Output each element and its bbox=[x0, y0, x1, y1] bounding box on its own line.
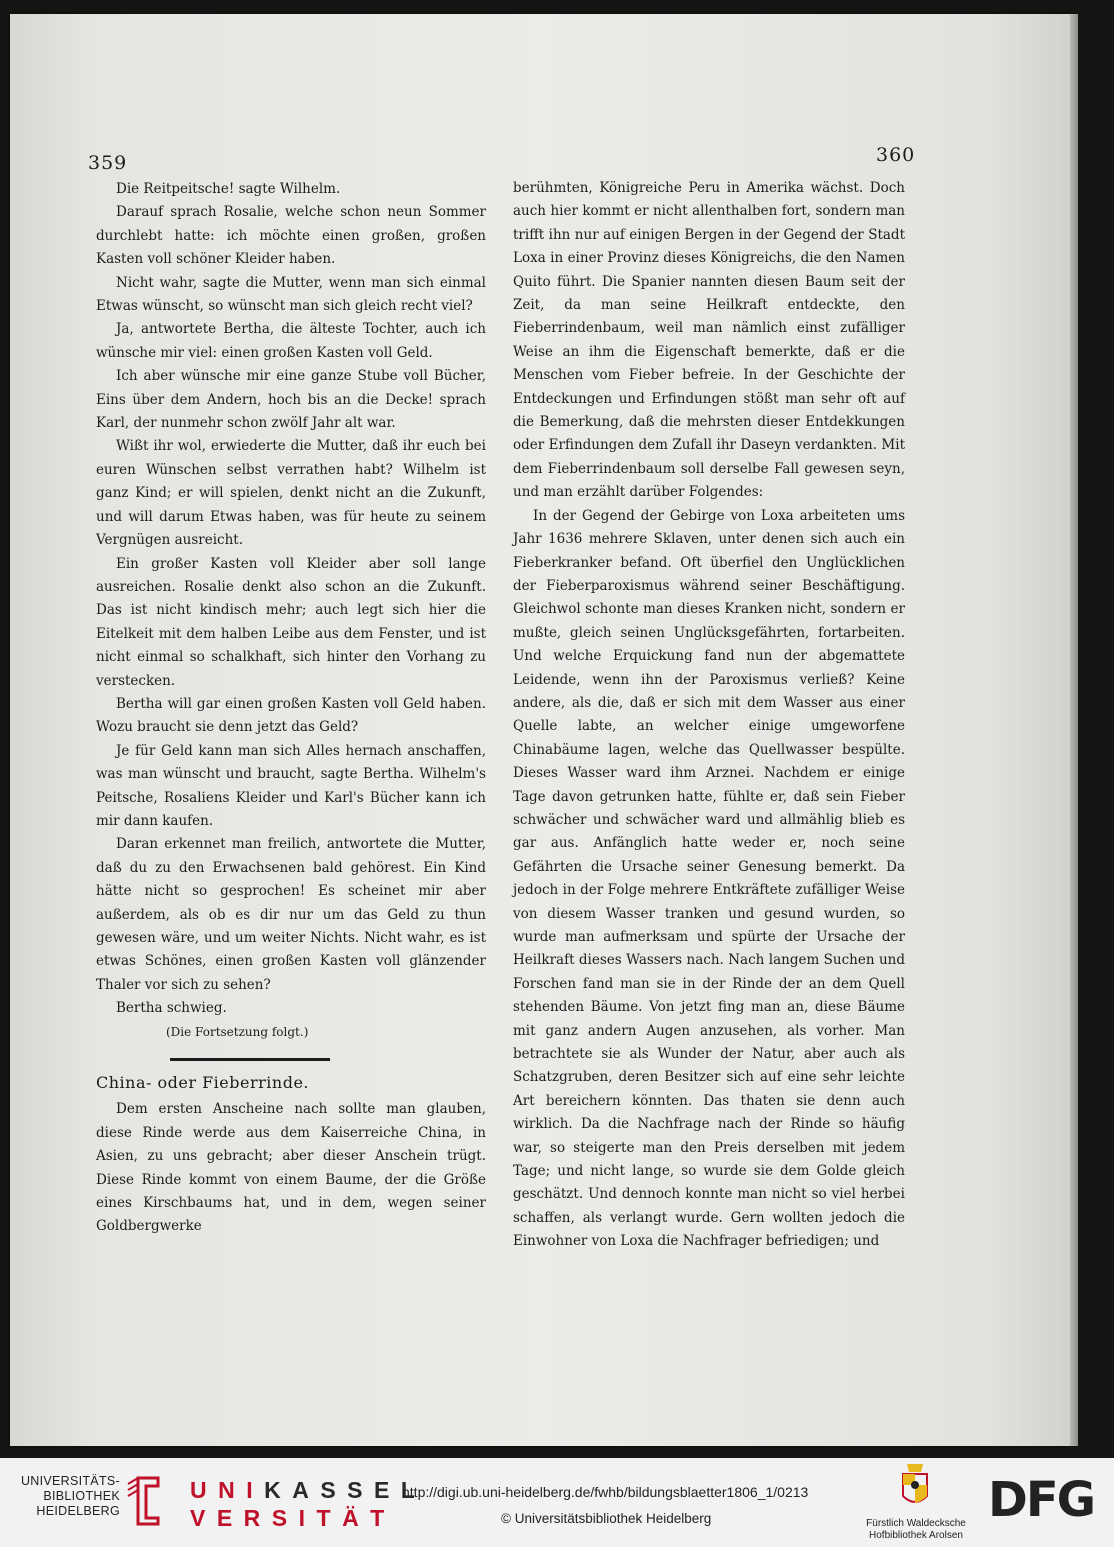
paragraph: Je für Geld kann man sich Alles hernach anschaffen, was man wünscht und braucht, sagte Bertha. Wilhelm's Peitsche, Rosaliens Kleider und Karl's Bücher kann ich mir dann kaufen. bbox=[96, 742, 486, 829]
uni-kassel-kassel: KASSEL bbox=[264, 1477, 427, 1503]
left-column bbox=[96, 178, 486, 1239]
paragraph: In der Gegend der Gebirge von Loxa arbeiteten ums Jahr 1636 mehrere Sklaven, unter denen sich auch ein Fieberkranker befand. Oft überfiel den Unglücklichen der Fieberparoxismus während seiner Beschäftigung. Gleichwol schonte man dieses Kranken nicht, sondern er mußte, gleich seinen Unglücksgefährten, fortarbeiten. Und welche Erquickung fand nun der abgemattete Leidende, wenn ihn der Paroxismus verließ? Keine andere, als die, daß er sich mit dem Wasser aus einer Quelle labte, an welcher einige umgeworfene Chinabäume lagen, welche das Quellwasser bespülte. Dieses Wasser ward ihm Arznei. Nachdem er einige Tage davon getrunken hatte, fühlte er, daß sein Fieber schwächer und schwächer ward und allmählig blieb es gar aus. Anfänglich hatte weder er, noch seine Gefährten die Ursache seiner Genesung bemerkt. Da jedoch in der Folge mehrere Entkräftete zufälliger Weise von diesem Wasser tranken und gesund wurden, so wurde man aufmerksam und spürte der Ursache der Heilkraft dieses Wassers nach. Nach langem Suchen und Forschen fand man sie in der Rinde der an dem Quell stehenden Bäume. Von jetzt fing man an, diese Bäume mit ganz andern Augen anzusehen, als vorher. Man betrachtete sie als Wunder der Natur, aber auch als Schatzgruben, deren Besitzer sich auf eine sehr leichte Art bereichern könnten. Das thaten sie denn auch wirklich. Da die Nachfrage nach der Rinde so häufig war, so steigerte man den Preis derselben mit jedem Tage; und nicht lange, so wurde sie dem Golde gleich geschätzt. Und dennoch konnte man nicht so viel herbei schaffen, als verlangt wurde. Gern wollten jedoch die Einwohner von Loxa die Nachfrager befriedigen; und bbox=[513, 507, 905, 1250]
page-number-right: 360 bbox=[876, 144, 916, 166]
left-paragraphs bbox=[96, 178, 486, 1044]
page-edge bbox=[1070, 14, 1078, 1446]
paragraph: Wißt ihr wol, erwiederte die Mutter, daß ihr euch bei euren Wünschen selbst verrathen habt? Wilhelm ist ganz Kind; er will spielen, denkt nicht an die Zukunft, und will darum Etwas haben, was für heute zu seinem Vergnügen ausreicht. bbox=[96, 438, 486, 549]
paragraph: berühmten, Königreiche Peru in Amerika wächst. Doch auch hier kommt er nicht allenthalben fort, sondern man trifft ihn nur auf einigen Bergen in der Gegend der Stadt Loxa in einer Provinz dieses Königreichs, die den Namen Quito führt. Die Spanier nannten diesen Baum seit der Zeit, da man seine Heilkraft entdeckte, den Fieberrindenbaum, weil man nämlich einst zufälliger Weise an ihm die Eigenschaft bemerkte, daß er die Menschen vom Fieber befreie. In der Geschichte der Entdeckungen und Erfindungen stößt man sehr oft auf die Bemerkung, daß die mehrsten dieser Entdekkungen oder Erfindungen dem Zufall ihr Daseyn verdankten. Mit dem Fieberrindenbaum soll derselbe Fall gewesen seyn, und man erzählt darüber Folgendes: bbox=[513, 180, 905, 501]
footer-bar bbox=[0, 1458, 1114, 1547]
paragraph: Daran erkennet man freilich, antwortete die Mutter, daß du zu den Erwachsenen bald gehörest. Ein Kind hätte nicht so gesprochen! Es scheinet mir aber außerdem, als ob es dir nur um das Geld zu thun gewesen wäre, und um weiter Nichts. Nicht wahr, es ist etwas Schönes, einen großen Kasten voll glänzender Thaler vor sich zu sehen? bbox=[96, 836, 486, 993]
ub-line: HEIDELBERG bbox=[36, 1504, 120, 1518]
uni-kassel-versitaet: VERSITÄT bbox=[190, 1505, 396, 1531]
arolsen-line: Hofbibliothek Arolsen bbox=[869, 1530, 963, 1541]
paragraph: Bertha schwieg. bbox=[116, 1000, 227, 1017]
paragraph: Ich aber wünsche mir eine ganze Stube voll Bücher, Eins über dem Andern, hoch bis an die Decke! sprach Karl, der nunmehr schon zwölf Jahr alt war. bbox=[96, 368, 486, 432]
right-column bbox=[513, 177, 905, 1254]
section-paragraph: Dem ersten Anscheine nach sollte man glauben, diese Rinde werde aus dem Kaiserreiche China, in Asien, zu uns gebracht; aber dieser Anschein trügt. Diese Rinde kommt von einem Baume, der die Größe eines Kirschbaums hat, und in dem, wegen seiner Goldbergwerke bbox=[96, 1101, 486, 1235]
right-paragraphs bbox=[513, 177, 905, 1254]
paragraph: Bertha will gar einen großen Kasten voll Geld haben. Wozu braucht sie denn jetzt das Geld? bbox=[96, 695, 486, 736]
ub-line: BIBLIOTHEK bbox=[43, 1489, 120, 1503]
permalink-url[interactable]: http://digi.ub.uni-heidelberg.de/fwhb/bildungsblaetter1806_1/0213 bbox=[402, 1484, 809, 1500]
ub-heidelberg-logo-icon bbox=[124, 1474, 162, 1528]
paragraph: Darauf sprach Rosalie, welche schon neun Sommer durchlebt hatte: ich möchte einen großen, großen Kasten voll schöner Kleider haben. bbox=[96, 204, 486, 268]
uni-kassel-uni: UNI bbox=[190, 1477, 265, 1503]
paragraph: Ja, antwortete Bertha, die älteste Tochter, auch ich wünsche mir viel: einen großen Kasten voll Geld. bbox=[96, 321, 486, 361]
copyright-notice: © Universitätsbibliothek Heidelberg bbox=[501, 1511, 712, 1526]
continuation-note: (Die Fortsetzung folgt.) bbox=[166, 1024, 309, 1039]
page-number-left: 359 bbox=[88, 152, 128, 174]
paragraph: Nicht wahr, sagte die Mutter, wenn man sich einmal Etwas wünscht, so wünscht man sich gleich recht viel? bbox=[96, 274, 486, 315]
uni-kassel-logo bbox=[190, 1476, 426, 1532]
paragraph: Die Reitpeitsche! sagte Wilhelm. bbox=[116, 181, 341, 197]
book-spread bbox=[10, 14, 1070, 1446]
ub-line: UNIVERSITÄTS- bbox=[20, 1474, 120, 1488]
arolsen-caption bbox=[856, 1518, 976, 1542]
ub-heidelberg-logo-text bbox=[12, 1474, 120, 1519]
section-title: China- oder Fieberrinde. bbox=[96, 1073, 309, 1093]
section-divider bbox=[170, 1058, 330, 1061]
paragraph: Ein großer Kasten voll Kleider aber soll lange ausreichen. Rosalie denkt also schon an die Zukunft. Das ist nicht kindisch mehr; auch legt sich hier die Eitelkeit mit dem halben Leibe aus dem Fenster, und ist nicht einmal so schalkhaft, sich hinter den Vorhang zu verstecken. bbox=[96, 555, 486, 689]
dfg-logo: DFG bbox=[988, 1472, 1095, 1528]
arolsen-crest-icon bbox=[898, 1462, 932, 1516]
arolsen-line: Fürstlich Waldecksche bbox=[866, 1518, 966, 1529]
